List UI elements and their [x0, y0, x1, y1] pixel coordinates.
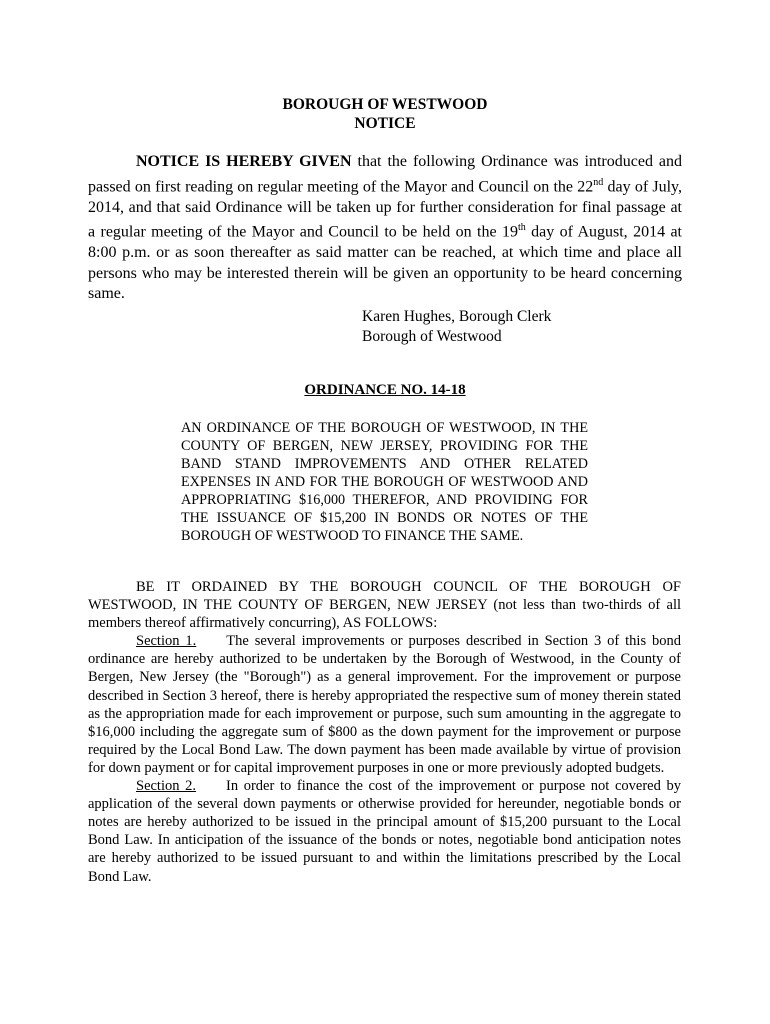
notice-title: NOTICE	[354, 115, 416, 132]
preamble-text: BE IT ORDAINED BY THE BOROUGH COUNCIL OF THE BOROUGH OF WESTWOOD, IN THE COUNTY OF BERGEN, NEW JERSEY (not less than two-thirds of all members thereof affirmatively concurring), AS FOLLOWS:	[88, 579, 681, 632]
clerk-signature	[362, 307, 551, 346]
section-1-label: Section 1.	[136, 633, 197, 650]
section-2-text: In order to finance the cost of the improvement or purpose not covered by application of the several down payments or otherwise provided for hereunder, negotiable bonds or notes are hereby authorized to be issued in the principal amount of $15,200 pursuant to the Local Bond Law. In anticipation of the issuance of the bonds or notes, negotiable bond anticipation notes are hereby authorized to be issued pursuant to and within the limitations prescribed by the Local Bond Law.	[88, 778, 681, 885]
notice-text-3: day of August, 2014 at 8:00 p.m. or as soon thereafter as said matter can be reached, at which time and place all persons who may be interested therein will be given an opportunity to be heard concerning same.	[88, 223, 682, 303]
section-2-label: Section 2.	[136, 778, 197, 795]
section-1	[88, 632, 681, 777]
ordinance-number: ORDINANCE NO. 14-18	[304, 382, 466, 398]
notice-lead: NOTICE IS HEREBY GIVEN	[136, 153, 352, 170]
clerk-borough: Borough of Westwood	[362, 327, 502, 345]
ordinance-title: AN ORDINANCE OF THE BOROUGH OF WESTWOOD, IN THE COUNTY OF BERGEN, NEW JERSEY, PROVIDING FOR THE BAND STAND IMPROVEMENTS AND OTHER RELATED EXPENSES IN AND FOR THE BOROUGH OF WESTWOOD AND APPROPRIATING $16,000 THEREFOR, AND PROVIDING FOR THE ISSUANCE OF $15,200 IN BONDS OR NOTES OF THE BOROUGH OF WESTWOOD TO FINANCE THE SAME.	[181, 420, 588, 544]
borough-title: BOROUGH OF WESTWOOD	[282, 96, 488, 113]
ordinance-preamble	[88, 578, 681, 632]
notice-text-1: that the following Ordinance was introduced and passed on first reading on regular meeting of the Mayor and Council on the 22	[88, 153, 683, 195]
section-1-text: The several improvements or purposes described in Section 3 of this bond ordinance are hereby authorized to be undertaken by the Borough of Westwood, in the County of Bergen, New Jersey (the "Borough") as a general improvement. For the improvement or purpose described in Section 3 hereof, there is hereby appropriated the respective sum of money therein stated as the appropriation made for each improvement or purpose, such sum amounting in the aggregate to $16,000 including the aggregate sum of $800 as the down payment for the improvement or purpose required by the Local Bond Law. The down payment has been made available by virtue of provision for down payment or for capital improvement purposes in one or more previously adopted budgets.	[88, 633, 682, 776]
document-header	[0, 95, 770, 133]
notice-paragraph	[88, 152, 682, 305]
notice-text-2: day of July, 2014, and that said Ordinance will be taken up for further consideration for final passage at a regular meeting of the Mayor and Council to be held on the 19	[88, 177, 683, 241]
ordinance-body	[88, 578, 681, 886]
section-2	[88, 777, 681, 886]
notice-sup-1: nd	[593, 176, 604, 188]
notice-sup-2: th	[517, 222, 526, 234]
clerk-name: Karen Hughes, Borough Clerk	[362, 308, 552, 325]
